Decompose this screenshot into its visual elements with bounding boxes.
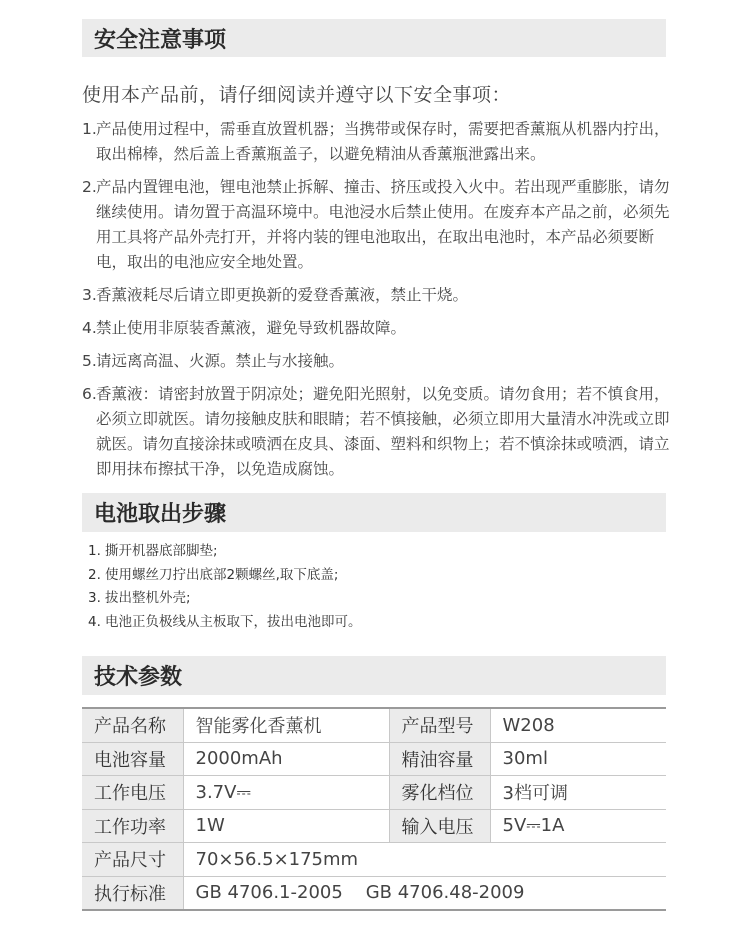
safety-note xyxy=(82,117,672,167)
spec-label: 产品尺寸 xyxy=(82,843,183,877)
note-number: 3. xyxy=(82,286,97,304)
spec-label: 雾化档位 xyxy=(389,776,490,810)
battery-title: 电池取出步骤 xyxy=(94,502,227,527)
table-row xyxy=(82,708,666,742)
spec-value: 70×56.5×175mm xyxy=(183,843,666,877)
battery-step xyxy=(88,611,668,635)
step-text: 使用螺丝刀拧出底部2颗螺丝,取下底盖; xyxy=(105,566,339,583)
note-number: 6. xyxy=(82,385,97,403)
spec-value: 1W xyxy=(183,809,389,843)
battery-steps-list xyxy=(88,540,668,634)
note-number: 5. xyxy=(82,352,97,370)
safety-note xyxy=(82,349,672,374)
spec-label: 执行标准 xyxy=(82,876,183,910)
safety-note xyxy=(82,382,672,482)
step-text: 撕开机器底部脚垫; xyxy=(105,543,218,559)
specs-section-header xyxy=(82,656,666,695)
safety-note xyxy=(82,175,672,275)
note-text: 请远离高温、火源。禁止与水接触。 xyxy=(96,352,345,370)
table-row xyxy=(82,742,666,776)
safety-section-header xyxy=(82,19,666,57)
safety-note xyxy=(82,316,672,341)
table-row xyxy=(82,843,666,877)
battery-section-header xyxy=(82,493,666,532)
note-number: 1. xyxy=(82,120,97,138)
spec-label: 产品型号 xyxy=(389,708,490,742)
spec-value: W208 xyxy=(490,708,666,742)
spec-label: 工作功率 xyxy=(82,809,183,843)
step-number: 3. xyxy=(88,590,101,606)
note-text: 产品使用过程中，需垂直放置机器；当携带或保存时，需要把香薰瓶从机器内拧出，取出棉棒，然后盖上香薰瓶盖子，以避免精油从香薰瓶泄露出来。 xyxy=(96,120,670,163)
battery-step xyxy=(88,564,668,588)
battery-step xyxy=(88,587,668,611)
specs-table xyxy=(82,707,666,911)
spec-label: 输入电压 xyxy=(389,809,490,843)
step-number: 2. xyxy=(88,566,101,583)
spec-label: 产品名称 xyxy=(82,708,183,742)
table-row xyxy=(82,876,666,910)
safety-notes-list xyxy=(82,117,672,490)
note-number: 2. xyxy=(82,178,97,196)
spec-value: 2000mAh xyxy=(183,742,389,776)
spec-label: 精油容量 xyxy=(389,742,490,776)
note-text: 香薰液：请密封放置于阴凉处；避免阳光照射，以免变质。请勿食用；若不慎食用，必须立即就医。请勿接触皮肤和眼睛；若不慎接触，必须立即用大量清水冲洗或立即就医。请勿直接涂抹或喷洒在皮具、漆面、塑料和织物上；若不慎涂抹或喷洒，请立即用抹布擦拭干净，以免造成腐蚀。 xyxy=(96,385,670,478)
step-text: 电池正负极线从主板取下，拔出电池即可。 xyxy=(105,613,362,630)
spec-value: 3.7V⎓ xyxy=(183,776,389,810)
note-number: 4. xyxy=(82,319,97,337)
safety-intro: 使用本产品前，请仔细阅读并遵守以下安全事项： xyxy=(82,84,512,106)
step-number: 4. xyxy=(88,613,101,630)
battery-step xyxy=(88,540,668,564)
step-number: 1. xyxy=(88,543,101,559)
spec-value: 30ml xyxy=(490,742,666,776)
table-row xyxy=(82,776,666,810)
note-text: 禁止使用非原装香薰液，避免导致机器故障。 xyxy=(96,319,407,337)
safety-note xyxy=(82,283,672,308)
safety-title: 安全注意事项 xyxy=(94,27,227,53)
spec-label: 工作电压 xyxy=(82,776,183,810)
spec-label: 电池容量 xyxy=(82,742,183,776)
step-text: 拔出整机外壳; xyxy=(105,590,191,606)
note-text: 香薰液耗尽后请立即更换新的爱登香薰液，禁止干烧。 xyxy=(96,286,469,304)
spec-value: 智能雾化香薰机 xyxy=(183,708,389,742)
spec-value: GB 4706.1-2005 GB 4706.48-2009 xyxy=(183,876,666,910)
spec-value: 3档可调 xyxy=(490,776,666,810)
spec-value: 5V⎓1A xyxy=(490,809,666,843)
note-text: 产品内置锂电池，锂电池禁止拆解、撞击、挤压或投入火中。若出现严重膨胀，请勿继续使用。请勿置于高温环境中。电池浸水后禁止使用。在废弃本产品之前，必须先用工具将产品外壳打开，并将内装的锂电池取出，在取出电池时，本产品必须要断电，取出的电池应安全地处置。 xyxy=(96,178,670,271)
specs-title: 技术参数 xyxy=(94,665,183,690)
table-row xyxy=(82,809,666,843)
